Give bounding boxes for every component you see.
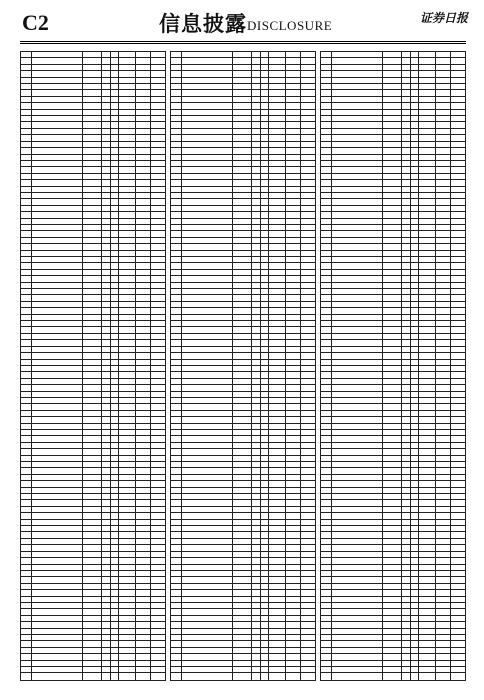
- table-cell: [181, 673, 232, 681]
- table-cell: [419, 673, 436, 681]
- page-title-en: DISCLOSURE: [247, 18, 333, 33]
- table-cell: [451, 673, 466, 681]
- table-cell: [301, 673, 316, 681]
- table-row: [171, 673, 316, 681]
- table-cell: [31, 673, 82, 681]
- table-row: [21, 673, 166, 681]
- page-title: 信息披露: [159, 11, 247, 36]
- table-cell: [260, 673, 269, 681]
- table-cell: [232, 673, 251, 681]
- page-code: C2: [22, 10, 49, 35]
- disclosure-table-column-2: [170, 51, 316, 681]
- disclosure-table: [20, 51, 166, 681]
- table-cell: [410, 673, 419, 681]
- table-cell: [331, 673, 382, 681]
- table-cell: [286, 673, 301, 681]
- disclosure-content: [20, 46, 466, 686]
- disclosure-table: [170, 51, 316, 681]
- table-cell: [171, 673, 182, 681]
- disclosure-table-column-3: [320, 51, 466, 681]
- disclosure-table-column-1: [20, 51, 166, 681]
- table-cell: [252, 673, 261, 681]
- table-cell: [21, 673, 32, 681]
- table-cell: [436, 673, 451, 681]
- page-header: [0, 0, 484, 42]
- table-row: [321, 673, 466, 681]
- table-cell: [82, 673, 101, 681]
- masthead-logo: 证券日报: [420, 11, 469, 25]
- table-cell: [382, 673, 401, 681]
- table-cell: [321, 673, 332, 681]
- table-cell: [110, 673, 119, 681]
- header-rule: [20, 41, 466, 44]
- table-cell: [119, 673, 136, 681]
- table-cell: [151, 673, 166, 681]
- table-cell: [102, 673, 111, 681]
- table-cell: [269, 673, 286, 681]
- disclosure-table: [320, 51, 466, 681]
- table-cell: [136, 673, 151, 681]
- table-cell: [402, 673, 411, 681]
